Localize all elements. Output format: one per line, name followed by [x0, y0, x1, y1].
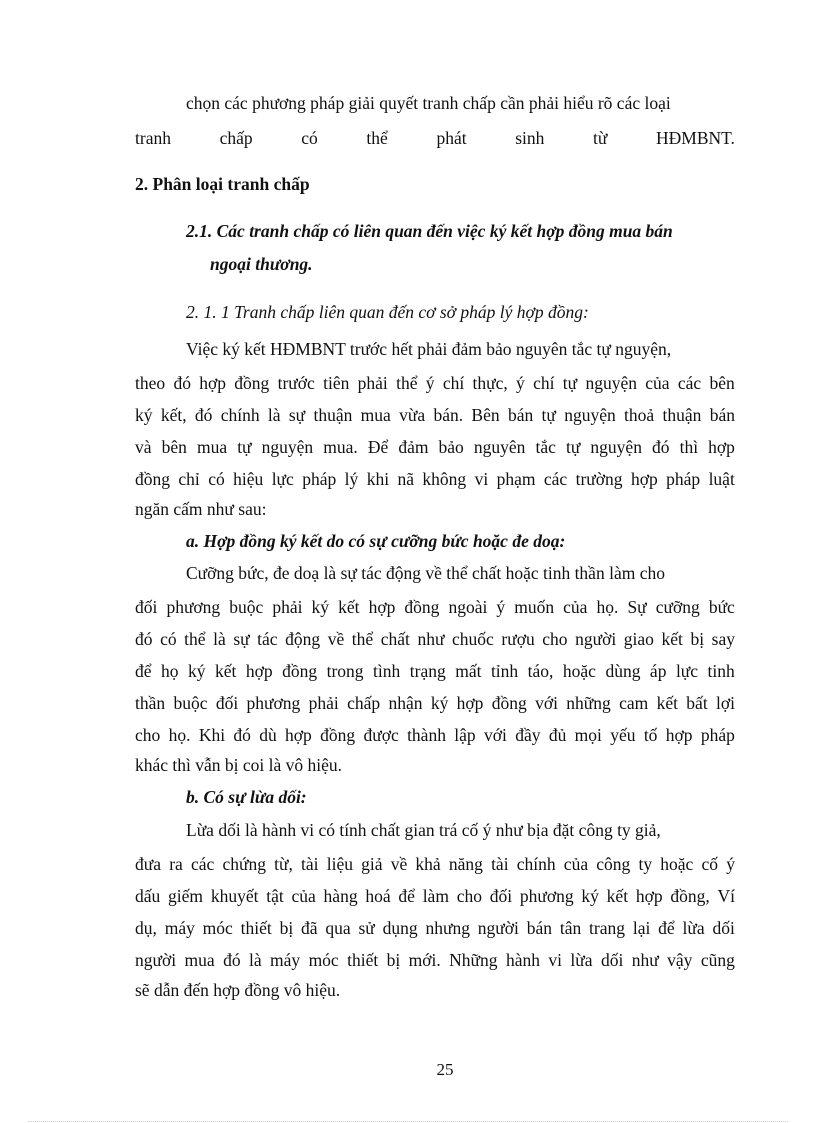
word: chất — [380, 629, 410, 649]
word: khuyết — [210, 886, 259, 906]
word: hợp — [368, 597, 396, 617]
word: như — [631, 950, 659, 970]
word: tố — [643, 725, 658, 745]
word: thần — [135, 693, 166, 713]
word: vậy — [667, 950, 693, 970]
word: ý — [726, 854, 735, 874]
word: ra — [169, 854, 183, 874]
para3-line — [135, 950, 735, 971]
word: công — [596, 854, 631, 874]
para2-line — [135, 725, 735, 746]
word: kết — [606, 886, 629, 906]
word: hàng — [323, 886, 358, 906]
word: thể — [366, 128, 388, 148]
section-heading: 2. Phân loại tranh chấp — [135, 174, 310, 194]
word: sự — [233, 629, 250, 649]
word: lập — [454, 725, 476, 745]
para2-line — [135, 629, 735, 650]
word: dụng — [382, 918, 418, 938]
word: bị — [690, 629, 705, 649]
word: Ví — [717, 886, 735, 906]
bottom-divider — [28, 1121, 788, 1122]
word: hợp — [285, 725, 312, 745]
word: yếu — [610, 725, 636, 745]
word: bên — [709, 373, 735, 393]
word: trang — [589, 918, 626, 938]
para2-line — [135, 661, 735, 682]
word: bán — [526, 918, 552, 938]
word: hợp — [665, 725, 693, 745]
word: pháp — [700, 725, 735, 745]
word: pháp — [666, 469, 701, 489]
word: hành — [505, 950, 540, 970]
word: được — [363, 725, 399, 745]
word: phải — [272, 597, 303, 617]
word: nguyện — [585, 373, 637, 393]
word: thể — [351, 629, 374, 649]
word: móc — [202, 918, 233, 938]
word: phải — [308, 693, 339, 713]
word: mọi — [574, 725, 602, 745]
word: là — [267, 405, 281, 425]
word: sự — [288, 405, 306, 425]
word: chính — [516, 854, 556, 874]
word: sử — [358, 918, 375, 938]
word: để — [398, 886, 415, 906]
word: bất — [686, 693, 708, 713]
word: tắc — [535, 437, 556, 457]
word: vừa — [399, 405, 426, 425]
word: Khi — [198, 725, 226, 745]
word: lợi — [716, 693, 735, 713]
word: có — [301, 128, 318, 148]
word: ý — [516, 373, 525, 393]
word: đó — [194, 405, 213, 425]
word: của — [563, 597, 588, 617]
word: đồng — [491, 693, 527, 713]
word: mới. — [408, 950, 441, 970]
word: phương — [166, 597, 221, 617]
word: thể — [184, 629, 206, 649]
word: nguyện — [590, 437, 642, 457]
word: thiết — [347, 950, 379, 970]
word: máy — [164, 918, 195, 938]
word: cũng — [700, 950, 735, 970]
word: tự — [565, 437, 581, 457]
para3-line — [135, 886, 735, 907]
para1-line — [135, 437, 735, 458]
word: lừa — [682, 918, 705, 938]
word: cưỡng — [655, 597, 700, 617]
word: đó — [135, 629, 153, 649]
para3-line — [135, 918, 735, 939]
word: đó — [652, 437, 670, 457]
word: ty — [638, 854, 653, 874]
word: phải — [357, 373, 388, 393]
word: tài — [491, 854, 509, 874]
word: cố — [701, 854, 719, 874]
item-b-heading: b. Có sự lừa dối: — [186, 787, 307, 807]
para3-line — [135, 854, 735, 875]
word: thiết — [240, 918, 272, 938]
word: móc — [308, 950, 339, 970]
word: rượu — [501, 629, 535, 649]
word: như — [417, 629, 445, 649]
word: đối — [489, 886, 513, 906]
word: nhận — [388, 693, 423, 713]
word: dối — [712, 918, 735, 938]
word: bán — [709, 405, 735, 425]
word: có — [160, 629, 177, 649]
word: phát — [436, 128, 467, 148]
word: lại — [632, 918, 651, 938]
word: của — [291, 886, 316, 906]
word: các — [543, 469, 568, 489]
word: ký — [311, 597, 330, 617]
word: thì — [679, 437, 699, 457]
word: luật — [708, 469, 735, 489]
word: của — [645, 373, 670, 393]
word: thực, — [472, 373, 508, 393]
word: buộc — [229, 597, 264, 617]
word: của — [563, 854, 589, 874]
word: hợp — [630, 469, 658, 489]
word: đối — [135, 597, 158, 617]
word: họ. — [596, 597, 619, 617]
word: lý — [344, 469, 359, 489]
word: không — [422, 469, 467, 489]
word: ý — [496, 597, 506, 617]
word: năng — [448, 854, 483, 874]
word: kết, — [160, 405, 187, 425]
word: người — [477, 918, 519, 938]
word: hợp — [635, 886, 663, 906]
word: theo — [135, 373, 166, 393]
word: nhưng — [425, 918, 470, 938]
intro-line-1: chọn các phương pháp giải quyết tranh chấp cần phải hiểu rõ các loại — [186, 93, 671, 113]
para1-line — [135, 469, 735, 490]
word: ký — [581, 886, 599, 906]
word: động — [285, 629, 321, 649]
word: cam — [619, 693, 649, 713]
word: đồng — [404, 597, 440, 617]
word: những — [566, 693, 611, 713]
word: vi — [548, 950, 563, 970]
word: đồng — [282, 661, 318, 681]
word: hoặc — [562, 661, 596, 681]
word: nguyên — [473, 437, 526, 457]
word: tài — [301, 854, 319, 874]
para3-line: Lừa dối là hành vi có tính chất gian trá cố ý như bịa đặt công ty giả, — [186, 820, 661, 840]
word: say — [711, 629, 735, 649]
subsection-heading-line-2: ngoại thương. — [210, 254, 313, 274]
word: kết — [338, 597, 360, 617]
word: máy — [270, 950, 301, 970]
word: với — [484, 725, 507, 745]
word: tân — [559, 918, 582, 938]
para2-line: khác thì vẫn bị coi là vô hiệu. — [135, 755, 343, 775]
word: hiệu — [233, 469, 264, 489]
word: vi — [474, 469, 489, 489]
word: người — [575, 629, 617, 649]
word: hoặc — [660, 854, 694, 874]
para2-line — [135, 693, 735, 714]
word: bán — [507, 405, 534, 425]
word: sinh — [515, 128, 545, 148]
word: dụ, — [135, 918, 157, 938]
word: kết — [661, 629, 683, 649]
word: tỉnh — [490, 661, 519, 681]
word: về — [390, 854, 408, 874]
para2-line: Cưỡng bức, đe doạ là sự tác động về thể chất hoặc tinh thần làm cho — [186, 563, 665, 583]
word: lực — [271, 469, 294, 489]
word: để — [658, 918, 675, 938]
word: là — [213, 629, 226, 649]
word: dùng — [605, 661, 641, 681]
word: lực — [675, 661, 699, 681]
word: bảo — [438, 437, 464, 457]
item-a-heading: a. Hợp đồng ký kết do có sự cưỡng bức hoặc đe doạ: — [186, 531, 566, 551]
word: hợp — [245, 661, 273, 681]
word: dù — [259, 725, 277, 745]
word: cho — [542, 629, 568, 649]
word: đã — [301, 918, 318, 938]
word: ký — [188, 661, 206, 681]
word: HĐMBNT. — [656, 128, 735, 148]
word: lừa — [570, 950, 593, 970]
word: kết — [214, 661, 237, 681]
word: thoả — [624, 405, 655, 425]
subsection-heading-line-1: 2.1. Các tranh chấp có liên quan đến việc ký kết hợp đồng mua bán — [186, 221, 673, 241]
word: các — [190, 854, 215, 874]
word: tác — [257, 629, 278, 649]
word: đồng — [135, 469, 170, 489]
word: tự — [237, 437, 252, 457]
word: chí — [442, 373, 465, 393]
word: và — [135, 437, 152, 457]
word: tinh — [707, 661, 735, 681]
word: đó — [233, 725, 251, 745]
word: thành — [407, 725, 446, 745]
word: chấp — [347, 693, 381, 713]
word: chuốc — [452, 629, 494, 649]
word: người — [135, 950, 177, 970]
word: giả — [361, 854, 383, 874]
word: đó — [173, 373, 191, 393]
word: phương — [519, 886, 574, 906]
word: hợp — [456, 693, 484, 713]
word: đối — [215, 693, 239, 713]
word: cho — [456, 886, 482, 906]
word: buộc — [173, 693, 208, 713]
word: nguyện — [261, 437, 314, 457]
word: đồng — [320, 725, 356, 745]
word: trước — [277, 373, 315, 393]
word: tự — [541, 405, 556, 425]
word: với — [535, 693, 558, 713]
para3-line: sẽ dẫn đến hợp đồng vô hiệu. — [135, 980, 341, 1000]
word: giao — [623, 629, 654, 649]
para1-line — [135, 405, 735, 426]
word: tật — [266, 886, 284, 906]
word: mua — [196, 437, 228, 457]
word: đầy — [515, 725, 541, 745]
word: các — [677, 373, 702, 393]
word: táo, — [527, 661, 554, 681]
word: chỉ — [178, 469, 200, 489]
word: bức — [708, 597, 735, 617]
word: để — [135, 661, 152, 681]
word: ý — [425, 373, 435, 393]
word: áp — [649, 661, 667, 681]
word: bị — [279, 918, 294, 938]
word: trong — [326, 661, 364, 681]
word: dấu — [135, 886, 161, 906]
word: khả — [415, 854, 441, 874]
word: phương — [246, 693, 301, 713]
word: tranh — [135, 128, 171, 148]
word: liệu — [326, 854, 353, 874]
word: hoá — [365, 886, 391, 906]
word: họ — [161, 661, 179, 681]
word: khi — [366, 469, 390, 489]
word: thể — [396, 373, 418, 393]
word: đủ — [548, 725, 567, 745]
word: mua — [184, 950, 215, 970]
word: nã — [397, 469, 414, 489]
word: mất — [455, 661, 482, 681]
word: nguyện — [564, 405, 616, 425]
word: về — [327, 629, 345, 649]
word: họ. — [168, 725, 191, 745]
word: hợp — [199, 373, 226, 393]
word: qua — [325, 918, 351, 938]
word: mua — [360, 405, 391, 425]
word: dối — [600, 950, 624, 970]
word: ngoài — [448, 597, 488, 617]
para1-line — [135, 373, 735, 394]
word: trạng — [409, 661, 446, 681]
page-number: 25 — [436, 1060, 454, 1079]
para1-line: Việc ký kết HĐMBNT trước hết phải đảm bảo nguyên tắc tự nguyện, — [186, 339, 672, 359]
word: đảm — [398, 437, 429, 457]
word: Bên — [471, 405, 500, 425]
word: là — [248, 950, 262, 970]
intro-line-2 — [135, 128, 735, 149]
word: ký — [430, 693, 449, 713]
para2-line — [135, 597, 735, 618]
word: từ, — [274, 854, 293, 874]
word: tự — [562, 373, 578, 393]
word: bán. — [433, 405, 464, 425]
word: kết — [656, 693, 678, 713]
word: hợp — [708, 437, 735, 457]
word: thuận — [662, 405, 702, 425]
word: cho — [135, 725, 161, 745]
word: đó — [223, 950, 241, 970]
word: làm — [422, 886, 449, 906]
para1-line: ngăn cấm như sau: — [135, 499, 267, 519]
word: muốn — [514, 597, 555, 617]
word: Để — [367, 437, 389, 457]
word: chứng — [222, 854, 266, 874]
word: chính — [220, 405, 260, 425]
word: đồng, — [670, 886, 710, 906]
subsubsection-heading: 2. 1. 1 Tranh chấp liên quan đến cơ sở pháp lý hợp đồng: — [186, 302, 589, 322]
word: tình — [373, 661, 401, 681]
word: mua. — [323, 437, 358, 457]
word: đồng — [234, 373, 270, 393]
word: đưa — [135, 854, 162, 874]
word: từ — [593, 128, 608, 148]
word: tiên — [323, 373, 350, 393]
word: có — [208, 469, 225, 489]
word: Sự — [627, 597, 647, 617]
word: chấp — [219, 128, 253, 148]
word: Những — [449, 950, 498, 970]
word: bên — [161, 437, 187, 457]
word: chí — [533, 373, 555, 393]
word: ký — [135, 405, 153, 425]
word: giếm — [168, 886, 204, 906]
word: phạm — [496, 469, 536, 489]
word: trường — [575, 469, 623, 489]
word: pháp — [302, 469, 337, 489]
word: bị — [386, 950, 401, 970]
word: thuận — [313, 405, 353, 425]
